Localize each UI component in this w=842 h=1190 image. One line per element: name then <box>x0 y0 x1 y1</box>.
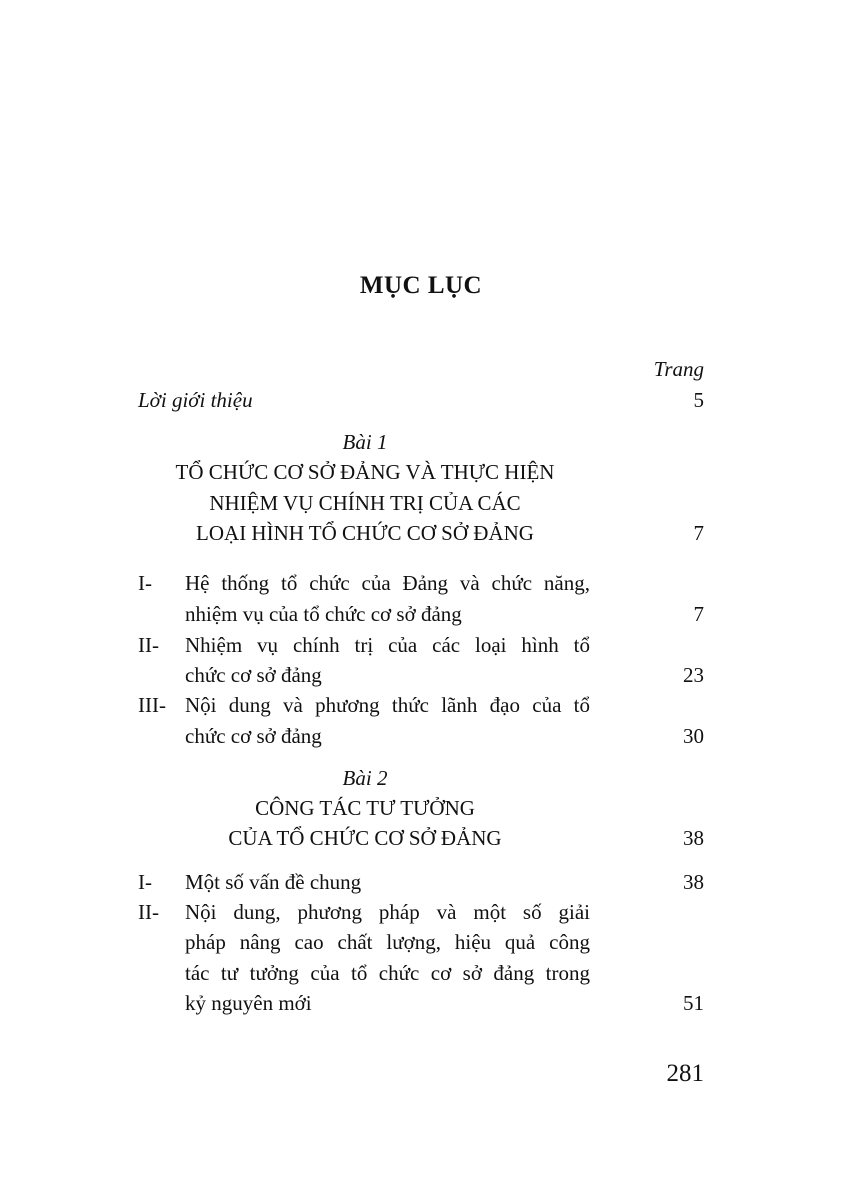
lesson-2-page: 38 <box>683 826 704 850</box>
item-page: 23 <box>683 663 704 687</box>
item-page: 30 <box>683 724 704 748</box>
item-number: I- <box>138 571 152 595</box>
item-number: I- <box>138 870 152 894</box>
item-page: 51 <box>683 991 704 1015</box>
item-text-line: chức cơ sở đảng <box>185 724 322 748</box>
lesson-1-title-line: LOẠI HÌNH TỔ CHỨC CƠ SỞ ĐẢNG <box>196 521 534 545</box>
lesson-1-title-line: NHIỆM VỤ CHÍNH TRỊ CỦA CÁC <box>209 491 521 515</box>
item-text-line: kỷ nguyên mới <box>185 991 312 1015</box>
lesson-2-title-line: CỦA TỔ CHỨC CƠ SỞ ĐẢNG <box>228 826 502 850</box>
item-number: II- <box>138 900 159 924</box>
item-text-line: Nội dung, phương pháp và một số giải <box>185 900 590 924</box>
intro-page: 5 <box>693 388 704 412</box>
lesson-2-title-line: CÔNG TÁC TƯ TƯỞNG <box>255 796 475 820</box>
item-number: II- <box>138 633 159 657</box>
lesson-2-heading: Bài 2 <box>342 766 388 790</box>
item-text-line: Nhiệm vụ chính trị của các loại hình tổ <box>185 633 590 657</box>
item-text-line: nhiệm vụ của tổ chức cơ sở đảng <box>185 602 462 626</box>
lesson-1-heading: Bài 1 <box>342 430 388 454</box>
item-text-line: Hệ thống tổ chức của Đảng và chức năng, <box>185 571 590 595</box>
page-number: 281 <box>666 1060 704 1087</box>
item-page: 7 <box>693 602 704 626</box>
item-text-line: Một số vấn đề chung <box>185 870 362 894</box>
page-title: MỤC LỤC <box>359 272 483 299</box>
item-text-line: tác tư tưởng của tổ chức cơ sở đảng trong <box>185 961 590 985</box>
item-text-line: pháp nâng cao chất lượng, hiệu quả công <box>185 930 590 954</box>
item-page: 38 <box>683 870 704 894</box>
item-number: III- <box>138 693 166 717</box>
intro-label: Lời giới thiệu <box>138 388 253 412</box>
lesson-1-page: 7 <box>693 521 704 545</box>
trang-label: Trang <box>653 357 704 381</box>
item-text-line: chức cơ sở đảng <box>185 663 322 687</box>
lesson-1-title-line: TỔ CHỨC CƠ SỞ ĐẢNG VÀ THỰC HIỆN <box>175 460 555 484</box>
item-text-line: Nội dung và phương thức lãnh đạo của tổ <box>185 693 590 717</box>
